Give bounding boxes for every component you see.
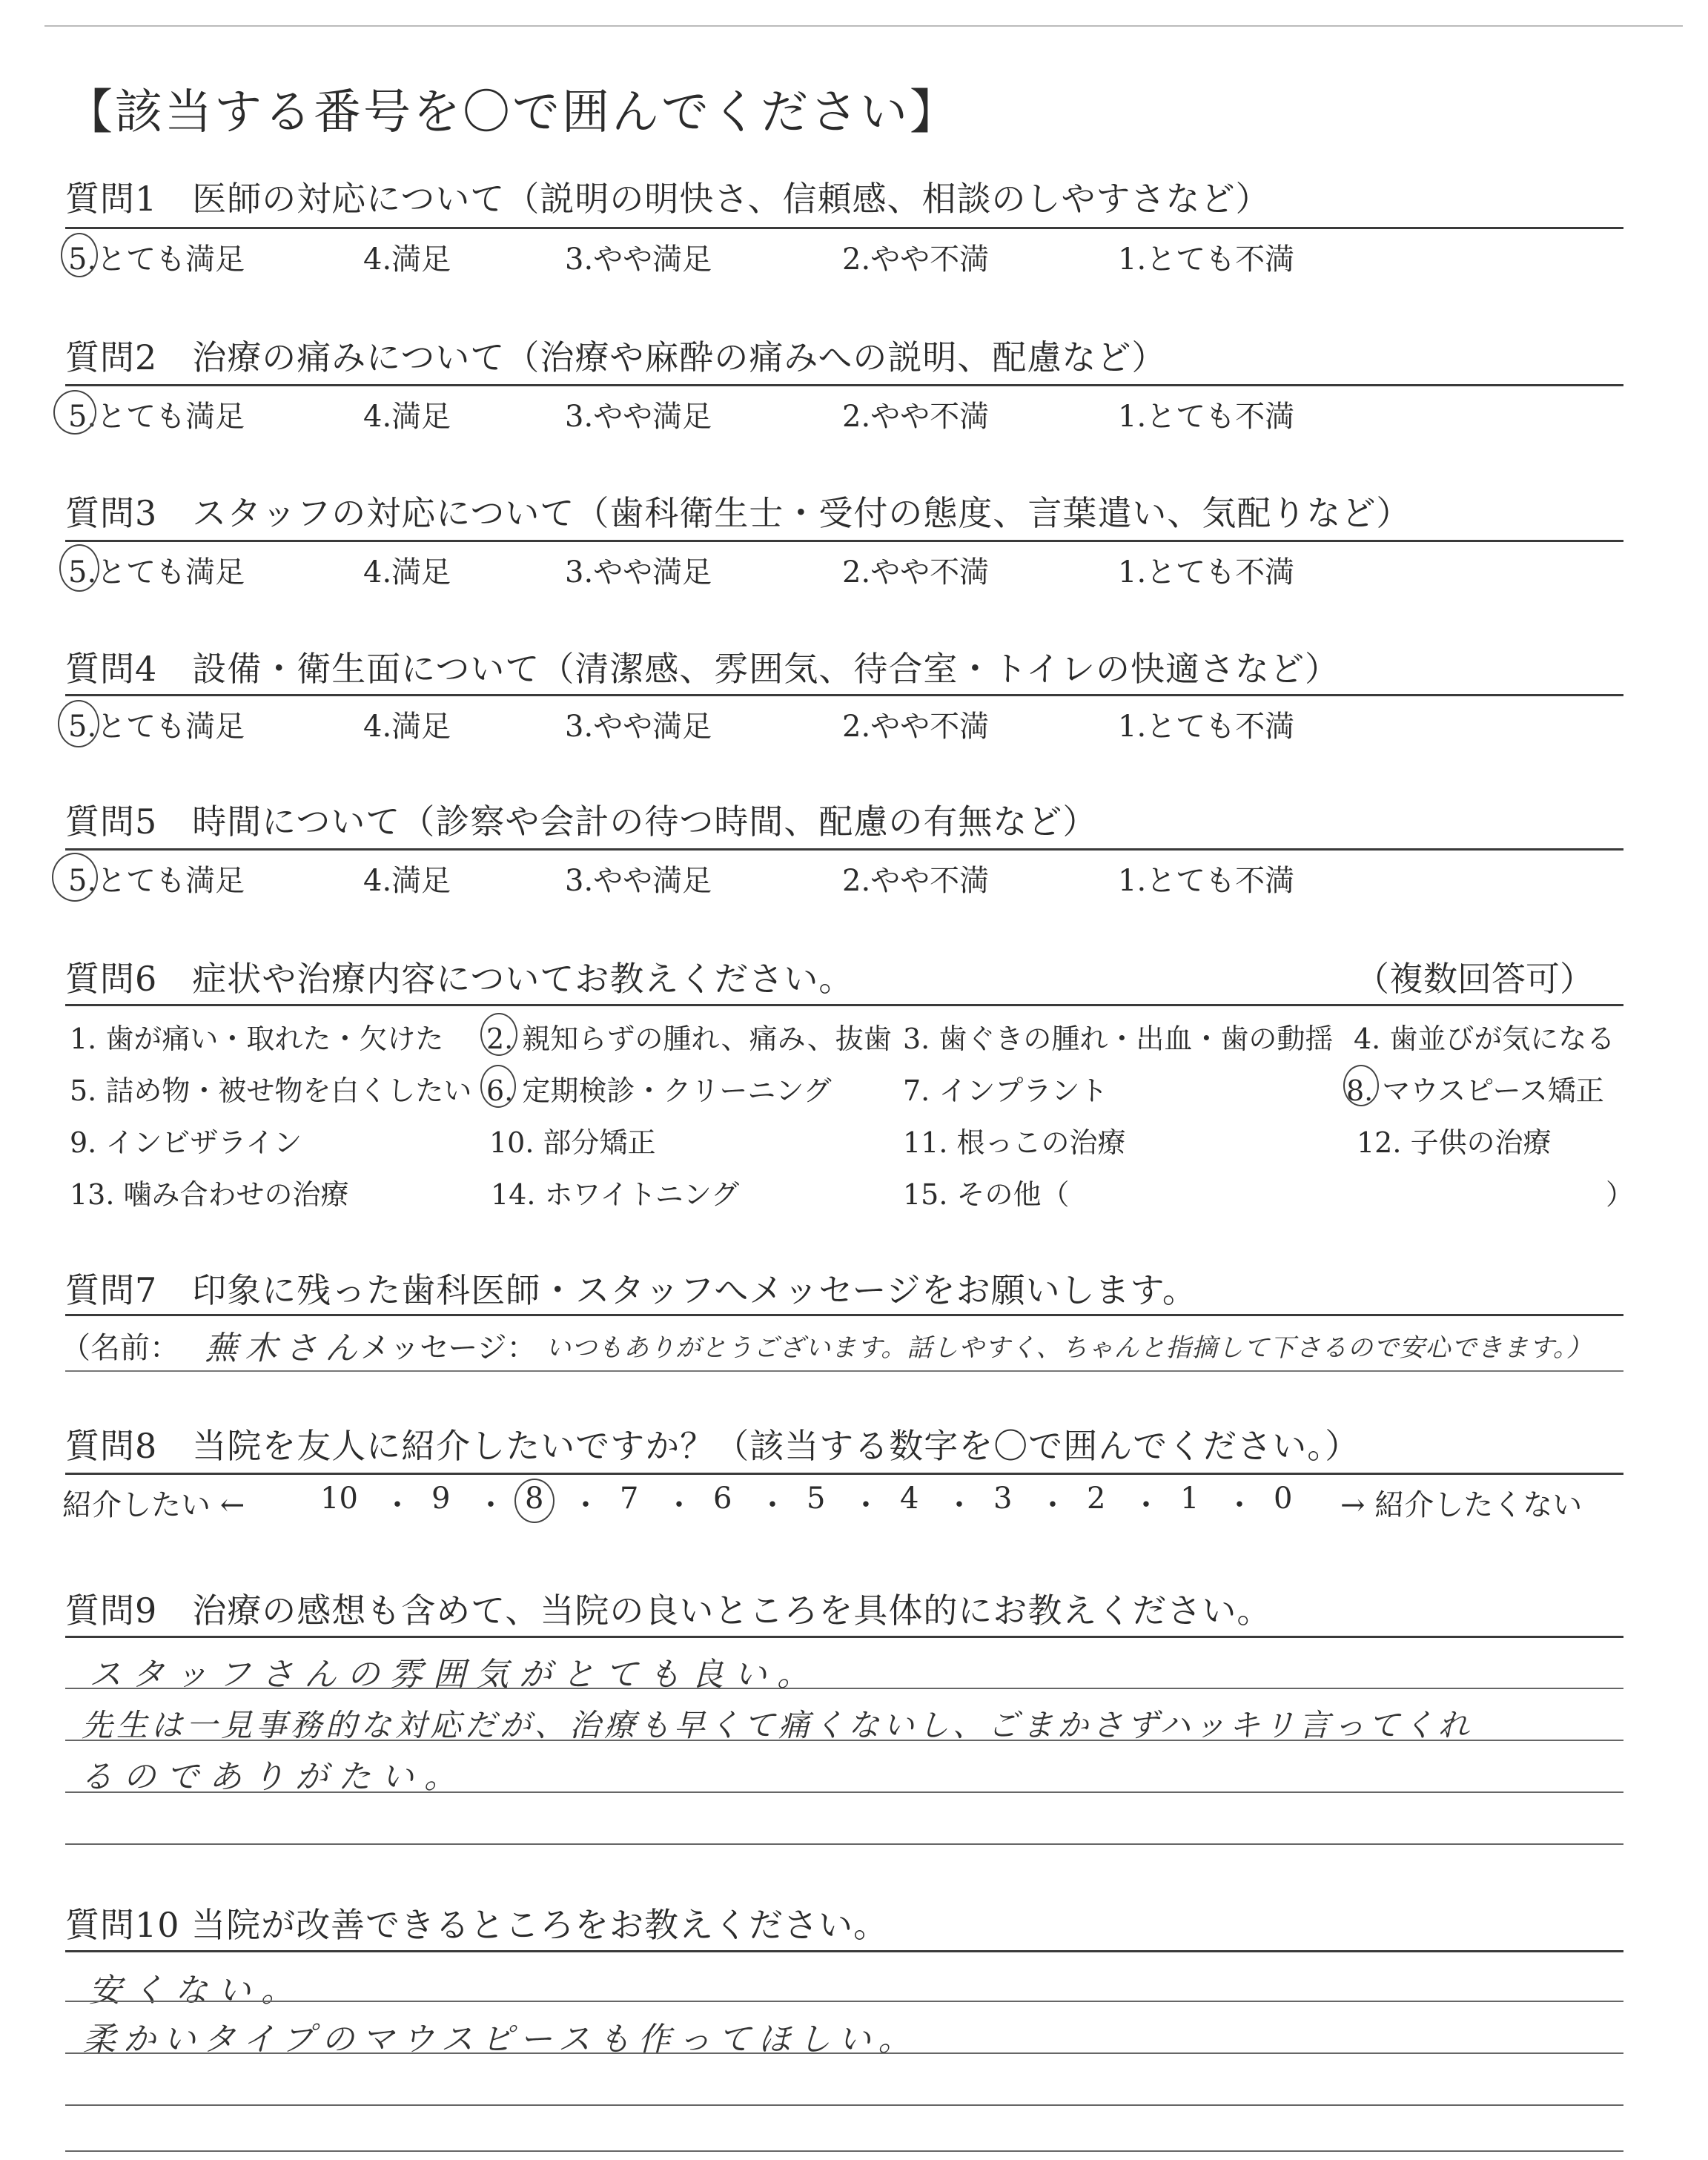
q8-scale-sep: ・ [944, 1488, 974, 1522]
q1-option-2[interactable]: 2.やや不満 [842, 242, 990, 277]
q7-message-label: メッセージ： [360, 1331, 537, 1365]
q2-option-3[interactable]: 3.やや満足 [565, 400, 712, 434]
question-9-rule-3 [65, 1740, 1623, 1741]
q8-scale-sep: ・ [1131, 1488, 1161, 1522]
q8-scale-sep: ・ [664, 1488, 694, 1522]
q7-name-value: 蕪木さん [205, 1330, 365, 1367]
q5-option-4[interactable]: 4.満足 [363, 864, 451, 898]
question-1-rule [65, 227, 1623, 229]
question-9-title: 質問9 治療の感想も含めて、当院の良いところを具体的にお教えください。 [65, 1591, 1272, 1631]
q6-item-10[interactable]: 10. 部分矯正 [489, 1126, 656, 1159]
question-4-rule [65, 694, 1623, 696]
q10-answer-line-1: 安くない。 [89, 1972, 304, 2009]
q8-scale-sep: ・ [1225, 1488, 1254, 1522]
q7-name-label: （名前： [61, 1331, 179, 1365]
q6-item-11[interactable]: 11. 根っこの治療 [903, 1126, 1126, 1159]
question-10-rule-3 [65, 2052, 1623, 2054]
q6-item-7[interactable]: 7. インプラント [903, 1074, 1108, 1107]
q1-option-1[interactable]: 1.とても不満 [1118, 242, 1295, 277]
question-5-rule [65, 848, 1623, 851]
q3-option-1[interactable]: 1.とても不満 [1118, 555, 1295, 589]
q6-selection-circle-2 [480, 1013, 517, 1056]
q1-option-5[interactable]: 5.とても満足 [68, 242, 245, 277]
question-2-title: 質問2 治療の痛みについて（治療や麻酔の痛みへの説明、配慮など） [65, 337, 1167, 377]
q8-scale-3[interactable]: 3 [993, 1482, 1013, 1516]
q8-scale-7[interactable]: 7 [620, 1482, 639, 1516]
q6-item-15-close: ） [1606, 1178, 1635, 1211]
question-8-title: 質問8 当院を友人に紹介したいですか？（該当する数字を〇で囲んでください。） [65, 1426, 1360, 1466]
q8-scale-9[interactable]: 9 [431, 1482, 451, 1516]
question-4-title: 質問4 設備・衛生面について（清潔感、雰囲気、待合室・トイレの快適さなど） [65, 649, 1340, 689]
q4-option-4[interactable]: 4.満足 [363, 710, 451, 744]
question-9-rule-2 [65, 1688, 1623, 1689]
question-3-rule [65, 540, 1623, 542]
q10-answer-line-2: 柔かいタイプのマウスピースも作ってほしい。 [83, 2021, 918, 2058]
q6-item-5[interactable]: 5. 詰め物・被せ物を白くしたい [70, 1074, 472, 1107]
q6-item-2[interactable]: 2. 親知らずの腫れ、痛み、抜歯 [486, 1023, 892, 1055]
q5-option-2[interactable]: 2.やや不満 [842, 864, 990, 898]
q8-left-label: 紹介したい ← [62, 1488, 245, 1522]
q8-scale-sep: ・ [476, 1488, 506, 1522]
question-10-title: 質問10 当院が改善できるところをお教えください。 [65, 1905, 889, 1945]
q2-option-1[interactable]: 1.とても不満 [1118, 400, 1295, 434]
q4-option-3[interactable]: 3.やや満足 [565, 710, 712, 744]
q7-message-value: いつもありがとうございます。話しやすく、ちゃんと指摘して下さるので安心できます。） [546, 1333, 1592, 1363]
question-5-title: 質問5 時間について（診察や会計の待つ時間、配慮の有無など） [65, 802, 1098, 842]
q8-scale-10[interactable]: 10 [320, 1482, 358, 1516]
q8-scale-sep: ・ [758, 1488, 787, 1522]
q6-item-1[interactable]: 1. 歯が痛い・取れた・欠けた [70, 1023, 444, 1055]
q9-answer-line-2: 先生は一見事務的な対応だが、治療も早くて痛くないし、ごまかさずハッキリ言ってくれ [82, 1707, 1473, 1743]
q8-right-label: → 紹介したくない [1340, 1488, 1583, 1522]
q6-item-3[interactable]: 3. 歯ぐきの腫れ・出血・歯の動揺 [903, 1023, 1334, 1055]
q8-scale-sep: ・ [851, 1488, 881, 1522]
q8-scale-0[interactable]: 0 [1274, 1482, 1293, 1516]
question-1-title: 質問1 医師の対応について（説明の明快さ、信頼感、相談のしやすさなど） [65, 179, 1271, 219]
q2-option-4[interactable]: 4.満足 [363, 400, 451, 434]
q1-selection-circle [61, 233, 98, 277]
question-8-rule [65, 1473, 1623, 1475]
q6-item-13[interactable]: 13. 噛み合わせの治療 [70, 1178, 349, 1211]
q6-item-14[interactable]: 14. ホワイトニング [491, 1178, 740, 1211]
q6-item-6[interactable]: 6. 定期検診・クリーニング [486, 1074, 832, 1107]
question-7-rule [65, 1314, 1623, 1316]
question-6-rule [65, 1004, 1623, 1006]
q8-scale-6[interactable]: 6 [713, 1482, 732, 1516]
q6-item-8[interactable]: 8. マウスピース矯正 [1346, 1074, 1604, 1107]
page-header: 【該当する番号を〇で囲んでください】 [65, 85, 959, 140]
question-7-answer-rule [65, 1370, 1623, 1372]
q2-option-2[interactable]: 2.やや不満 [842, 400, 990, 434]
q3-option-4[interactable]: 4.満足 [363, 555, 451, 589]
q8-selection-circle [514, 1479, 555, 1523]
q9-answer-line-3: るのでありがたい。 [80, 1758, 467, 1796]
question-7-title: 質問7 印象に残った歯科医師・スタッフへメッセージをお願いします。 [65, 1270, 1197, 1310]
question-6-title: 質問6 症状や治療内容についてお教えください。 [65, 959, 854, 999]
q4-option-5[interactable]: 5.とても満足 [68, 710, 245, 744]
question-2-rule [65, 384, 1623, 386]
q6-selection-circle-6 [480, 1065, 516, 1108]
q8-scale-8[interactable]: 8 [525, 1482, 544, 1516]
question-3-title: 質問3 スタッフの対応について（歯科衛生士・受付の態度、言葉遣い、気配りなど） [65, 493, 1411, 533]
q8-scale-sep: ・ [383, 1488, 412, 1522]
q1-option-4[interactable]: 4.満足 [363, 242, 451, 277]
question-9-rule-5 [65, 1843, 1623, 1845]
question-9-rule-1 [65, 1636, 1623, 1638]
q3-option-2[interactable]: 2.やや不満 [842, 555, 990, 589]
question-10-rule-2 [65, 2001, 1623, 2002]
q8-scale-sep: ・ [571, 1488, 600, 1522]
q2-option-5[interactable]: 5.とても満足 [68, 400, 245, 434]
q8-scale-sep: ・ [1038, 1488, 1068, 1522]
q9-answer-line-1: スタッフさんの雰囲気がとても良い。 [89, 1656, 820, 1694]
question-9-rule-4 [65, 1791, 1623, 1793]
q6-item-12[interactable]: 12. 子供の治療 [1357, 1126, 1552, 1159]
q1-option-3[interactable]: 3.やや満足 [565, 242, 712, 277]
q6-item-4[interactable]: 4. 歯並びが気になる [1354, 1023, 1615, 1055]
question-10-rule-4 [65, 2104, 1623, 2106]
q3-option-5[interactable]: 5.とても満足 [68, 555, 245, 589]
q6-item-15[interactable]: 15. その他（ [903, 1178, 1070, 1211]
q8-scale-1[interactable]: 1 [1180, 1482, 1199, 1516]
q5-selection-circle [52, 853, 98, 902]
q5-option-1[interactable]: 1.とても不満 [1118, 864, 1295, 898]
question-10-rule-1 [65, 1950, 1623, 1952]
q8-scale-2[interactable]: 2 [1087, 1482, 1106, 1516]
top-edge-line [44, 25, 1683, 27]
q8-scale-4[interactable]: 4 [900, 1482, 919, 1516]
q8-scale-5[interactable]: 5 [807, 1482, 826, 1516]
q2-selection-circle [53, 390, 96, 435]
q4-option-2[interactable]: 2.やや不満 [842, 710, 990, 744]
question-6-note: （複数回答可） [1355, 959, 1594, 999]
question-10-rule-5 [65, 2150, 1623, 2152]
q5-option-5[interactable]: 5.とても満足 [68, 864, 245, 898]
q3-selection-circle [59, 544, 99, 592]
q5-option-3[interactable]: 3.やや満足 [565, 864, 712, 898]
q3-option-3[interactable]: 3.やや満足 [565, 555, 712, 589]
q4-option-1[interactable]: 1.とても不満 [1118, 710, 1295, 744]
q6-selection-circle-8 [1343, 1065, 1379, 1106]
q4-selection-circle [58, 700, 99, 747]
q6-item-9[interactable]: 9. インビザライン [70, 1126, 302, 1159]
